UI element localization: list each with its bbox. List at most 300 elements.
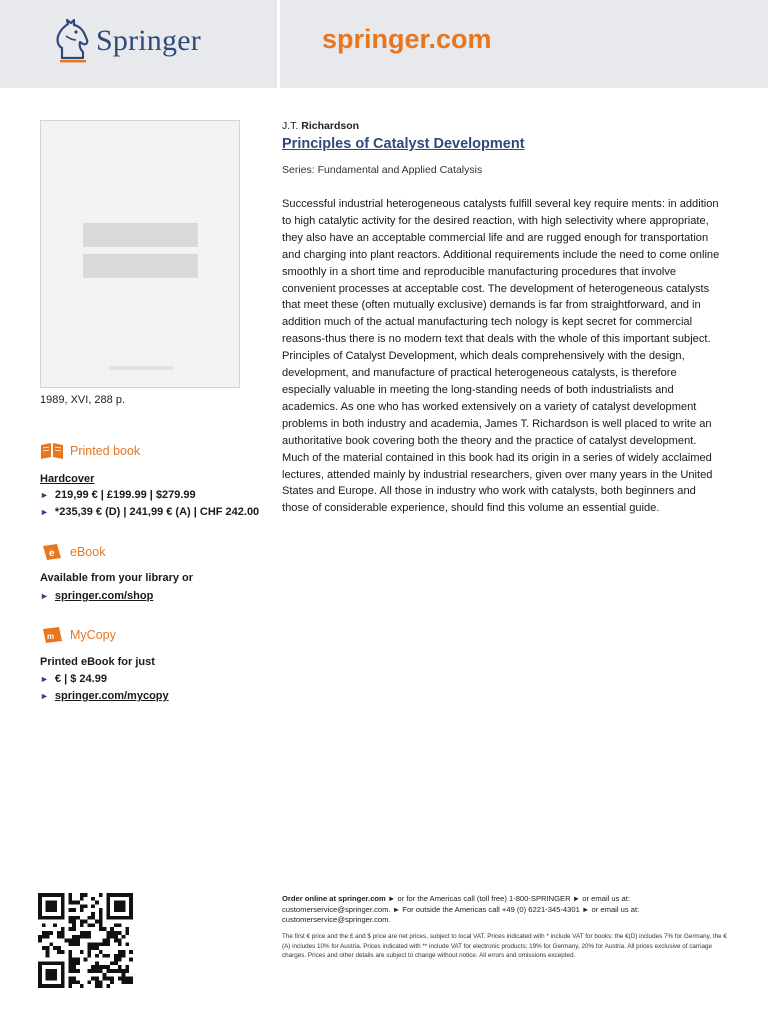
qr-module bbox=[122, 950, 126, 954]
qr-module bbox=[68, 961, 72, 965]
qr-module bbox=[99, 969, 103, 973]
qr-module bbox=[118, 901, 122, 905]
qr-module bbox=[53, 908, 57, 912]
ebook-icon bbox=[40, 543, 64, 561]
qr-module bbox=[91, 965, 95, 969]
qr-module bbox=[95, 980, 99, 984]
qr-module bbox=[76, 935, 80, 939]
qr-module bbox=[68, 958, 72, 962]
qr-module bbox=[95, 942, 99, 946]
qr-module bbox=[129, 908, 133, 912]
ebook-link-line bbox=[40, 590, 153, 602]
qr-module bbox=[57, 984, 61, 988]
qr-module bbox=[72, 901, 76, 905]
qr-module bbox=[57, 916, 61, 920]
qr-module bbox=[53, 893, 57, 897]
mycopy-link-line bbox=[40, 690, 169, 702]
qr-module bbox=[122, 977, 126, 981]
qr-module bbox=[110, 935, 114, 939]
qr-module bbox=[38, 893, 42, 897]
cover-title-bar bbox=[83, 223, 198, 247]
springer-logo[interactable] bbox=[52, 18, 201, 64]
qr-module bbox=[95, 954, 99, 958]
cover-subtitle-bar bbox=[83, 254, 198, 278]
qr-module bbox=[106, 984, 110, 988]
qr-module bbox=[61, 973, 65, 977]
triangle-right-icon: ► bbox=[40, 591, 49, 601]
qr-module bbox=[125, 980, 129, 984]
cover-author-line bbox=[109, 366, 173, 370]
qr-module bbox=[87, 923, 91, 927]
qr-module bbox=[122, 893, 126, 897]
qr-module bbox=[118, 942, 122, 946]
printed-book-title: Printed book bbox=[70, 444, 141, 458]
qr-module bbox=[99, 912, 103, 916]
qr-module bbox=[61, 935, 65, 939]
qr-module bbox=[106, 897, 110, 901]
qr-module bbox=[72, 935, 76, 939]
qr-module bbox=[114, 939, 118, 943]
qr-module bbox=[49, 908, 53, 912]
qr-module bbox=[129, 893, 133, 897]
book-cover bbox=[40, 120, 240, 388]
qr-module bbox=[72, 916, 76, 920]
qr-module bbox=[129, 980, 133, 984]
qr-module bbox=[106, 935, 110, 939]
triangle-right-icon: ► bbox=[40, 691, 49, 701]
qr-module bbox=[99, 923, 103, 927]
ebook-availability: Available from your library or bbox=[40, 572, 194, 584]
qr-module bbox=[118, 908, 122, 912]
qr-module bbox=[46, 946, 50, 950]
qr-module bbox=[53, 984, 57, 988]
qr-module bbox=[57, 946, 61, 950]
qr-module bbox=[106, 942, 110, 946]
qr-module bbox=[38, 939, 42, 943]
qr-module bbox=[38, 908, 42, 912]
qr-module bbox=[46, 973, 50, 977]
qr-module bbox=[118, 916, 122, 920]
qr-module bbox=[125, 969, 129, 973]
qr-module bbox=[129, 904, 133, 908]
qr-module bbox=[118, 893, 122, 897]
qr-module bbox=[53, 916, 57, 920]
triangle-right-icon: ► bbox=[40, 490, 49, 500]
qr-module bbox=[95, 961, 99, 965]
qr-module bbox=[68, 908, 72, 912]
qr-module bbox=[57, 935, 61, 939]
qr-module bbox=[99, 916, 103, 920]
ebook-title: eBook bbox=[70, 545, 106, 559]
qr-module bbox=[80, 908, 84, 912]
qr-module bbox=[72, 927, 76, 931]
qr-module bbox=[68, 893, 72, 897]
qr-module bbox=[106, 939, 110, 943]
qr-module bbox=[61, 984, 65, 988]
qr-module bbox=[76, 901, 80, 905]
qr-module bbox=[118, 977, 122, 981]
qr-module bbox=[53, 977, 57, 981]
qr-module bbox=[68, 920, 72, 924]
qr-module bbox=[76, 980, 80, 984]
qr-module bbox=[61, 908, 65, 912]
author-initials: J.T. bbox=[282, 120, 299, 132]
mycopy-offer: Printed eBook for just bbox=[40, 656, 155, 668]
qr-module bbox=[91, 916, 95, 920]
svg-text:m: m bbox=[47, 632, 55, 641]
qr-module bbox=[53, 904, 57, 908]
qr-module bbox=[68, 927, 72, 931]
qr-module bbox=[87, 969, 91, 973]
qr-module bbox=[53, 961, 57, 965]
qr-module bbox=[129, 912, 133, 916]
triangle-right-icon: ► bbox=[40, 674, 49, 684]
qr-module bbox=[114, 916, 118, 920]
qr-module bbox=[122, 935, 126, 939]
qr-module bbox=[49, 961, 53, 965]
qr-module bbox=[103, 927, 107, 931]
order-info bbox=[282, 894, 727, 926]
qr-module bbox=[122, 901, 126, 905]
publication-info: 1989, XVI, 288 p. bbox=[40, 394, 126, 406]
qr-module bbox=[68, 984, 72, 988]
qr-module bbox=[72, 923, 76, 927]
qr-module bbox=[46, 935, 50, 939]
qr-module bbox=[53, 969, 57, 973]
qr-module bbox=[125, 893, 129, 897]
mycopy-link[interactable]: springer.com/mycopy bbox=[54, 690, 169, 702]
qr-module bbox=[118, 950, 122, 954]
qr-module bbox=[72, 920, 76, 924]
qr-module bbox=[125, 931, 129, 935]
mycopy-heading bbox=[40, 626, 116, 644]
qr-module bbox=[46, 954, 50, 958]
qr-module bbox=[80, 897, 84, 901]
qr-module bbox=[49, 916, 53, 920]
fine-print: The first € price and the £ and $ price are net prices, subject to local VAT. Prices indicated with * include VAT for books; the €(D) includes 7% for Germany, the €(A) includes 10% for Austria. Prices indicated with ** include VAT for electronic products; 19% for Germany, 20% for Austria. All prices exclusive of carriage charges. Prices and other details are subject to change without notice. All errors and omissions excepted. bbox=[282, 933, 727, 959]
qr-module bbox=[118, 923, 122, 927]
qr-module bbox=[91, 897, 95, 901]
qr-module bbox=[118, 939, 122, 943]
qr-module bbox=[38, 973, 42, 977]
qr-module bbox=[38, 897, 42, 901]
qr-module bbox=[72, 965, 76, 969]
qr-module bbox=[68, 897, 72, 901]
qr-module bbox=[46, 908, 50, 912]
header bbox=[0, 0, 768, 88]
qr-module bbox=[110, 961, 114, 965]
qr-module bbox=[76, 961, 80, 965]
qr-module bbox=[91, 912, 95, 916]
qr-module bbox=[95, 901, 99, 905]
qr-module bbox=[110, 969, 114, 973]
qr-module bbox=[57, 893, 61, 897]
qr-module bbox=[122, 908, 126, 912]
qr-module bbox=[68, 939, 72, 943]
qr-module bbox=[38, 977, 42, 981]
qr-module bbox=[99, 908, 103, 912]
qr-module bbox=[84, 931, 88, 935]
qr-module bbox=[99, 965, 103, 969]
brand-name: Springer bbox=[96, 24, 201, 57]
qr-module bbox=[103, 942, 107, 946]
qr-module bbox=[95, 965, 99, 969]
qr-module bbox=[46, 950, 50, 954]
qr-module bbox=[61, 977, 65, 981]
order-details: ► or for the Americas call (toll free) 1-800-SPRINGER ► or email us at: customerservice@springer.com. ► For outside the Americas call +49 (0) 6221-345-4301 ► or email us at: customerservice@springer.com. bbox=[282, 894, 640, 924]
qr-module bbox=[114, 954, 118, 958]
price-line-1 bbox=[40, 489, 196, 501]
qr-module bbox=[118, 965, 122, 969]
qr-module bbox=[68, 942, 72, 946]
qr-module bbox=[49, 931, 53, 935]
qr-module bbox=[99, 980, 103, 984]
hardcover-label: Hardcover bbox=[40, 473, 95, 485]
qr-module bbox=[95, 946, 99, 950]
qr-module bbox=[53, 901, 57, 905]
qr-module bbox=[110, 916, 114, 920]
springer-horse-icon bbox=[52, 18, 92, 64]
qr-module bbox=[122, 980, 126, 984]
qr-module bbox=[87, 980, 91, 984]
qr-module bbox=[118, 969, 122, 973]
qr-module bbox=[61, 965, 65, 969]
qr-module bbox=[114, 893, 118, 897]
qr-module bbox=[49, 901, 53, 905]
qr-module bbox=[46, 969, 50, 973]
qr-module bbox=[76, 958, 80, 962]
qr-module bbox=[106, 977, 110, 981]
qr-module bbox=[76, 942, 80, 946]
qr-module bbox=[61, 969, 65, 973]
qr-module bbox=[91, 923, 95, 927]
qr-module bbox=[95, 984, 99, 988]
qr-module bbox=[118, 931, 122, 935]
qr-module bbox=[99, 950, 103, 954]
qr-module bbox=[129, 977, 133, 981]
qr-module bbox=[122, 916, 126, 920]
qr-module bbox=[38, 969, 42, 973]
qr-module bbox=[110, 927, 114, 931]
qr-module bbox=[38, 965, 42, 969]
qr-module bbox=[84, 893, 88, 897]
book-title[interactable]: Principles of Catalyst Development bbox=[282, 136, 525, 152]
qr-module bbox=[42, 916, 46, 920]
qr-module bbox=[80, 950, 84, 954]
qr-module bbox=[61, 961, 65, 965]
qr-module bbox=[46, 893, 50, 897]
qr-module bbox=[103, 973, 107, 977]
qr-module bbox=[106, 901, 110, 905]
qr-module bbox=[49, 904, 53, 908]
qr-module bbox=[80, 893, 84, 897]
qr-module bbox=[49, 969, 53, 973]
qr-module bbox=[42, 984, 46, 988]
qr-module bbox=[76, 916, 80, 920]
qr-module bbox=[68, 954, 72, 958]
qr-module bbox=[87, 954, 91, 958]
qr-module bbox=[106, 916, 110, 920]
qr-module bbox=[87, 931, 91, 935]
qr-module bbox=[110, 893, 114, 897]
qr-code-icon[interactable] bbox=[38, 893, 133, 988]
qr-module bbox=[129, 897, 133, 901]
qr-module bbox=[76, 939, 80, 943]
qr-module bbox=[103, 965, 107, 969]
qr-module bbox=[53, 973, 57, 977]
qr-module bbox=[129, 901, 133, 905]
qr-module bbox=[61, 901, 65, 905]
mycopy-price-line bbox=[40, 673, 107, 685]
qr-module bbox=[72, 942, 76, 946]
qr-module bbox=[110, 931, 114, 935]
order-label[interactable]: Order online at springer.com bbox=[282, 894, 386, 903]
qr-module bbox=[61, 897, 65, 901]
qr-module bbox=[61, 916, 65, 920]
qr-module bbox=[118, 954, 122, 958]
triangle-right-icon: ► bbox=[40, 507, 49, 517]
qr-module bbox=[87, 946, 91, 950]
qr-module bbox=[46, 904, 50, 908]
qr-module bbox=[106, 908, 110, 912]
qr-module bbox=[125, 916, 129, 920]
qr-module bbox=[114, 908, 118, 912]
qr-module bbox=[46, 961, 50, 965]
qr-module bbox=[129, 950, 133, 954]
author-surname: Richardson bbox=[301, 120, 360, 132]
qr-module bbox=[57, 950, 61, 954]
qr-module bbox=[110, 980, 114, 984]
price-text-2: *235,39 € (D) | 241,99 € (A) | CHF 242.00 bbox=[54, 506, 260, 518]
qr-module bbox=[118, 958, 122, 962]
ebook-heading bbox=[40, 543, 105, 561]
qr-module bbox=[46, 916, 50, 920]
qr-module bbox=[125, 927, 129, 931]
qr-module bbox=[91, 946, 95, 950]
price-line-2 bbox=[40, 506, 259, 518]
qr-module bbox=[91, 904, 95, 908]
qr-module bbox=[38, 935, 42, 939]
qr-module bbox=[99, 920, 103, 924]
qr-module bbox=[87, 916, 91, 920]
qr-module bbox=[103, 977, 107, 981]
qr-module bbox=[61, 950, 65, 954]
qr-module bbox=[87, 950, 91, 954]
qr-module bbox=[106, 912, 110, 916]
qr-module bbox=[114, 958, 118, 962]
qr-module bbox=[106, 931, 110, 935]
header-divider bbox=[277, 0, 280, 88]
qr-module bbox=[99, 942, 103, 946]
qr-module bbox=[91, 977, 95, 981]
qr-module bbox=[68, 980, 72, 984]
qr-module bbox=[68, 965, 72, 969]
qr-module bbox=[42, 935, 46, 939]
qr-module bbox=[106, 954, 110, 958]
qr-module bbox=[80, 931, 84, 935]
qr-module bbox=[38, 980, 42, 984]
qr-module bbox=[42, 893, 46, 897]
qr-module bbox=[38, 961, 42, 965]
qr-module bbox=[49, 977, 53, 981]
qr-module bbox=[84, 904, 88, 908]
qr-module bbox=[95, 969, 99, 973]
qr-module bbox=[38, 904, 42, 908]
site-link[interactable]: springer.com bbox=[322, 24, 492, 54]
qr-module bbox=[72, 908, 76, 912]
qr-module bbox=[61, 931, 65, 935]
qr-module bbox=[129, 916, 133, 920]
qr-module bbox=[61, 927, 65, 931]
qr-module bbox=[68, 977, 72, 981]
qr-module bbox=[38, 984, 42, 988]
qr-module bbox=[72, 961, 76, 965]
qr-module bbox=[114, 961, 118, 965]
qr-module bbox=[68, 969, 72, 973]
qr-module bbox=[110, 977, 114, 981]
mycopy-icon bbox=[40, 626, 64, 644]
mycopy-title: MyCopy bbox=[70, 628, 116, 642]
author bbox=[282, 120, 359, 132]
qr-module bbox=[57, 961, 61, 965]
svg-text:e: e bbox=[49, 548, 55, 559]
qr-module bbox=[42, 961, 46, 965]
ebook-shop-link[interactable]: springer.com/shop bbox=[54, 590, 154, 602]
qr-module bbox=[122, 954, 126, 958]
qr-module bbox=[91, 969, 95, 973]
qr-module bbox=[76, 969, 80, 973]
qr-module bbox=[95, 977, 99, 981]
qr-module bbox=[53, 923, 57, 927]
qr-module bbox=[61, 912, 65, 916]
qr-module bbox=[38, 901, 42, 905]
qr-module bbox=[38, 916, 42, 920]
qr-module bbox=[72, 980, 76, 984]
qr-module bbox=[91, 942, 95, 946]
qr-module bbox=[114, 923, 118, 927]
qr-module bbox=[49, 984, 53, 988]
qr-module bbox=[80, 904, 84, 908]
printed-book-heading bbox=[40, 442, 140, 460]
qr-module bbox=[129, 958, 133, 962]
qr-module bbox=[46, 984, 50, 988]
book-description: Successful industrial heterogeneous catalysts fulfill several key require ments: in addition to high catalytic activity for the desired reaction, with high selectivity where appropriate, they also have an acceptable commercial life and are rugged enough for transportation and charging into plant reactors. Additional requirements include the need to come online smoothly in a short time and reproducible manufacturing procedures that involve convenient processes at acceptable cost. The development of heterogeneous catalysts that meet these (often mutually exclusive) demands is far from straightforward, and in addition much of the actual manufacturing tech nology is kept secret for commercial reasons-thus there is no modern text that deals with the whole of this important subject. Principles of Catalyst Development, which deals comprehensively with the design, development, and manufacture of practical heterogeneous catalysts, is therefore especially valuable in meeting the long-standing needs of both industrialists and academics. As one who has worked extensively on a variety of catalyst development problems in both industry and academia, James T. Richardson is well placed to write an authoritative book covering both the theory and the practice of catalyst development. Much of the material contained in this book had its origin in a series of widely acclaimed lectures, attended mainly by industrial researchers, given over many years in the United States and Europe. All those in industry who work with catalysts, both beginners and those of considerable experience, should find this volume an essential guide. bbox=[282, 198, 720, 515]
qr-module bbox=[38, 912, 42, 916]
qr-module bbox=[42, 946, 46, 950]
qr-module bbox=[125, 965, 129, 969]
qr-module bbox=[68, 916, 72, 920]
qr-module bbox=[122, 969, 126, 973]
qr-module bbox=[125, 942, 129, 946]
qr-module bbox=[65, 939, 69, 943]
book-icon bbox=[40, 442, 64, 460]
qr-module bbox=[114, 931, 118, 935]
qr-module bbox=[103, 954, 107, 958]
qr-module bbox=[80, 935, 84, 939]
qr-module bbox=[114, 969, 118, 973]
qr-module bbox=[42, 931, 46, 935]
qr-module bbox=[99, 893, 103, 897]
qr-module bbox=[46, 977, 50, 981]
qr-module bbox=[106, 965, 110, 969]
qr-module bbox=[84, 958, 88, 962]
qr-module bbox=[84, 935, 88, 939]
qr-module bbox=[68, 901, 72, 905]
qr-module bbox=[49, 942, 53, 946]
qr-module bbox=[80, 984, 84, 988]
qr-module bbox=[72, 977, 76, 981]
qr-module bbox=[114, 935, 118, 939]
